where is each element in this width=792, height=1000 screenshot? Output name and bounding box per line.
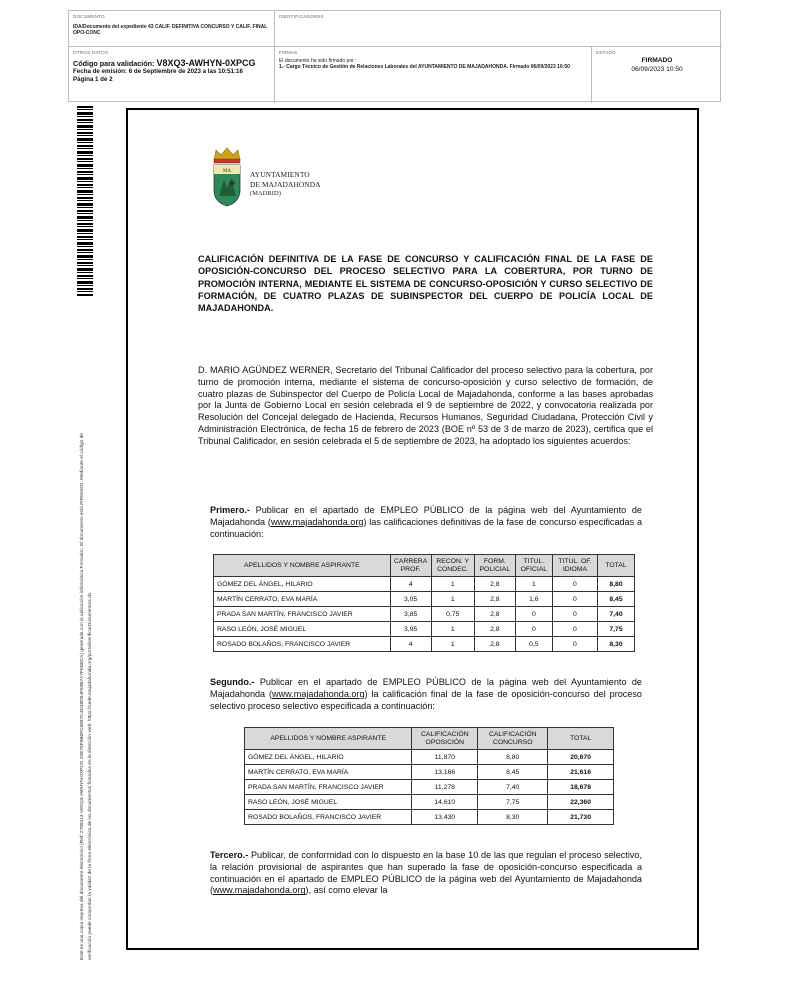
validation-code[interactable]: V8XQ3-AWHYN-0XPCG (156, 58, 256, 68)
score-cell: 1 (431, 622, 474, 637)
segundo-text-b: ) la calificación final de la fase de oposición-concurso del proceso selectivo proceso selectivo especificada a continuación: (210, 688, 642, 711)
total-cell: 7,40 (597, 607, 634, 622)
table-row (245, 765, 614, 780)
side-verification-text-1: Este es una copia impresa del documento electrónico (Ref: 2789213 V8XQ3-AWHYN-0XPCG 20E79F9B6FC6897C4D48D54F60B7A7F6D8CA) generada con la aplicación informática Firmadoc. El documento está FIRMADO. Mediante el código de (80, 433, 85, 960)
emission-date: Fecha de emisión: 6 de Septiembre de 2023 a las 10:51:16 (73, 68, 243, 75)
candidate-name: MARTÍN CERRATO, EVA MARÍA (214, 592, 391, 607)
document-metadata-header (68, 10, 721, 102)
concurso-scores-table (213, 554, 635, 652)
col-header-total: TOTAL (548, 728, 614, 750)
score-cell: 1,6 (515, 592, 552, 607)
side-verification-text-2: verificación puede comprobar la validez de la firma electrónica de los documentos firmados en la dirección web: https://sede.majadahonda.org/portal/verificarDocumentos.do (88, 592, 93, 960)
document-page (126, 108, 699, 950)
score-cell: 11,870 (412, 750, 478, 765)
score-cell: 7,40 (478, 780, 548, 795)
score-cell: 2,8 (474, 607, 515, 622)
col-header-idioma: TITUL. OF. IDIOMA (552, 555, 597, 577)
table-row (214, 622, 635, 637)
total-cell: 8,30 (597, 637, 634, 652)
total-cell: 21,616 (548, 765, 614, 780)
estado-date: 06/09/2023 10:50 (631, 66, 683, 73)
table-row (245, 750, 614, 765)
col-header-name: APELLIDOS Y NOMBRE ASPIRANTE (214, 555, 391, 577)
total-cell: 7,75 (597, 622, 634, 637)
score-cell: 2,8 (474, 622, 515, 637)
shield-text: MA (222, 169, 232, 174)
table-row (214, 607, 635, 622)
score-cell: 0,75 (431, 607, 474, 622)
col-header-titul: TITUL. OFICIAL (515, 555, 552, 577)
tercero-text-a: Publicar, de conformidad con lo dispuesto en la base 10 de las que regulan el proceso selectivo, la relación provisional de aspirantes que han superado la fase de oposición-concurso especificada a continuación en el apartado de EMPLEO PÚBLICO de la página web del Ayuntamiento de Majadahonda ( (210, 850, 642, 896)
col-header-concurso: CALIFICACIÓN CONCURSO (478, 728, 548, 750)
candidate-name: RASO LEÓN, JOSÉ MIGUEL (214, 622, 391, 637)
majadahonda-shield-icon (210, 146, 244, 208)
primero-text-b: ) las calificaciones definitivas de la fase de concurso especificadas a continuación: (210, 516, 643, 539)
candidate-name: RASO LEÓN, JOSÉ MIGUEL (245, 795, 412, 810)
total-cell: 8,80 (597, 577, 634, 592)
table-row (245, 795, 614, 810)
score-cell: 2,8 (474, 577, 515, 592)
score-cell: 7,75 (478, 795, 548, 810)
candidate-name: PRADA SAN MARTÍN, FRANCISCO JAVIER (245, 780, 412, 795)
org-line-3: (MADRID) (250, 190, 281, 197)
intro-paragraph: D. MARIO AGÜNDEZ WERNER, Secretario del Tribunal Calificador del proceso selectivo para la cobertura, por turno de promoción interna, mediante el sistema de concurso-oposición y curso selectivo de formación, de cuatro plazas de Subinspector del Cuerpo de Policía Local de Majadahonda, conforme a las bases aprobadas por la Junta de Gobierno Local en sesión celebrada el 9 de septiembre de 2022, y convocatoria realizada por Resolución del Concejal delegado de Hacienda, Recursos Humanos, Seguridad Ciudadana, Protección Civil y Administración Electrónica, de fecha 15 de febrero de 2023 (BOE nº 53 de 3 de marzo de 2023), certifica que el Tribunal Calificador, en sesión celebrada el 5 de septiembre de 2023, ha adoptado los siguientes acuerdos: (198, 365, 653, 446)
col-header-name: APELLIDOS Y NOMBRE ASPIRANTE (245, 728, 412, 750)
score-cell: 3,05 (390, 592, 431, 607)
tercero-text-b: ), así como elevar la (305, 885, 388, 896)
table-row (214, 577, 635, 592)
score-cell: 8,30 (478, 810, 548, 825)
score-cell: 0 (552, 592, 597, 607)
otros-datos-cell (69, 47, 275, 103)
tercero-website-link[interactable]: www.majadahonda.org (213, 885, 306, 896)
tercero-lead: Tercero.- (210, 850, 249, 860)
score-cell: 0,5 (515, 637, 552, 652)
table-header-row (214, 555, 635, 577)
segundo-paragraph (210, 677, 642, 712)
score-cell: 13,166 (412, 765, 478, 780)
barcode-image (77, 106, 93, 296)
score-cell: 4 (390, 577, 431, 592)
candidate-name: MARTÍN CERRATO, EVA MARÍA (245, 765, 412, 780)
identificadores-cell (275, 11, 722, 47)
primero-website-link[interactable]: www.majadahonda.org (270, 516, 364, 527)
col-header-carrera: CARRERA PROF. (390, 555, 431, 577)
estado-cell (592, 47, 722, 103)
primero-paragraph (210, 505, 642, 540)
candidate-name: ROSADO BOLAÑOS, FRANCISCO JAVIER (214, 637, 391, 652)
total-cell: 18,678 (548, 780, 614, 795)
segundo-website-link[interactable]: www.majadahonda.org (272, 688, 365, 699)
table-row (214, 637, 635, 652)
score-cell: 14,610 (412, 795, 478, 810)
score-cell: 2,8 (474, 637, 515, 652)
col-header-total: TOTAL (597, 555, 634, 577)
firmas-cell (275, 47, 592, 103)
identificadores-label: IDENTIFICADORES (279, 14, 324, 19)
total-cell: 21,730 (548, 810, 614, 825)
score-cell: 0 (552, 577, 597, 592)
candidate-name: PRADA SAN MARTÍN, FRANCISCO JAVIER (214, 607, 391, 622)
org-line-1: AYUNTAMIENTO (250, 170, 310, 179)
otros-datos-label: OTROS DATOS (73, 50, 109, 55)
score-cell: 1 (431, 577, 474, 592)
firmas-label: FIRMAS (279, 50, 298, 55)
segundo-lead: Segundo.- (210, 677, 255, 687)
score-cell: 8,80 (478, 750, 548, 765)
score-cell: 0 (515, 607, 552, 622)
segundo-text-a: Publicar en el apartado de EMPLEO PÚBLICO de la página web del Ayuntamiento de Majadahonda ( (210, 677, 642, 699)
score-cell: 0 (552, 607, 597, 622)
table-row (214, 592, 635, 607)
table-row (245, 780, 614, 795)
total-cell: 20,670 (548, 750, 614, 765)
final-scores-table (244, 727, 614, 825)
score-cell: 0 (552, 622, 597, 637)
table-header-row (245, 728, 614, 750)
table-row (245, 810, 614, 825)
documento-label: DOCUMENTO (73, 14, 105, 19)
organization-name (250, 170, 321, 199)
score-cell: 8,45 (478, 765, 548, 780)
score-cell: 1 (515, 577, 552, 592)
score-cell: 3,85 (390, 607, 431, 622)
score-cell: 0 (515, 622, 552, 637)
documento-cell (69, 11, 275, 47)
score-cell: 13,430 (412, 810, 478, 825)
score-cell: 0 (552, 637, 597, 652)
validation-code-label: Código para validación: (73, 59, 155, 68)
total-cell: 22,360 (548, 795, 614, 810)
col-header-form: FORM. POLICIAL (474, 555, 515, 577)
score-cell: 4 (390, 637, 431, 652)
primero-text-a: Publicar en el apartado de EMPLEO PÚBLICO de la página web del Ayuntamiento de Majadahonda ( (210, 505, 642, 527)
page-count: Página 1 de 2 (73, 75, 113, 83)
candidate-name: ROSADO BOLAÑOS, FRANCISCO JAVIER (245, 810, 412, 825)
firmas-intro: El documento ha sido firmado por : (279, 58, 357, 64)
candidate-name: GÓMEZ DEL ÁNGEL, HILARIO (214, 577, 391, 592)
col-header-oposicion: CALIFICACIÓN OPOSICIÓN (412, 728, 478, 750)
candidate-name: GÓMEZ DEL ÁNGEL, HILARIO (245, 750, 412, 765)
firmas-value: 1.- Cargo Técnico de Gestión de Relaciones Laborales del AYUNTAMIENTO DE MAJADAHONDA. Firmado 06/09/2023 10:50 (279, 64, 570, 70)
estado-label: ESTADO (596, 50, 616, 55)
score-cell: 1 (431, 592, 474, 607)
tercero-paragraph (210, 850, 642, 897)
score-cell: 3,95 (390, 622, 431, 637)
primero-lead: Primero.- (210, 505, 250, 515)
validation-code-line (73, 58, 270, 68)
org-line-2: DE MAJADAHONDA (250, 179, 321, 189)
estado-value: FIRMADO (641, 57, 673, 64)
total-cell: 8,45 (597, 592, 634, 607)
col-header-recon: RECON. Y CONDEC. (431, 555, 474, 577)
documento-value: IDA/Documento del expediente 43 CALIF. DEFINITIVA CONCURSO Y CALIF. FINAL OPO-CONC (73, 24, 268, 36)
document-title: CALIFICACIÓN DEFINITIVA DE LA FASE DE CONCURSO Y CALIFICACIÓN FINAL DE LA FASE DE OPOSICIÓN-CONCURSO DEL PROCESO SELECTIVO PARA LA COBERTURA, POR TURNO DE PROMOCIÓN INTERNA, MEDIANTE EL SISTEMA DE CONCURSO-OPOSICIÓN Y CURSO SELECTIVO DE FORMACIÓN, DE CUATRO PLAZAS DE SUBINSPECTOR DEL CUERPO DE POLICÍA LOCAL DE MAJADAHONDA. (198, 254, 653, 314)
score-cell: 2,8 (474, 592, 515, 607)
score-cell: 1 (431, 637, 474, 652)
score-cell: 11,278 (412, 780, 478, 795)
